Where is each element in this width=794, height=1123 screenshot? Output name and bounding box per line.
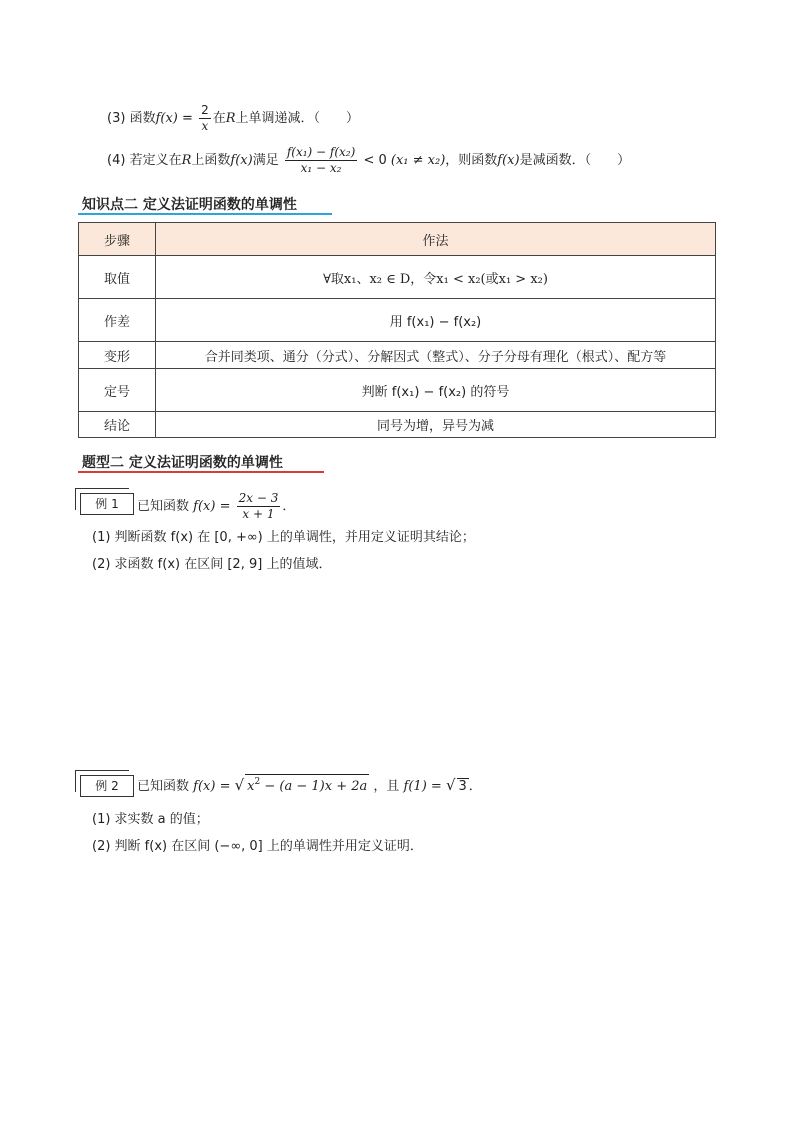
knowledge-point-title: 知识点二 定义法证明函数的单调性 [82, 197, 297, 213]
example-1-part-2: (2) 求函数 f(x) 在区间 [2, 9] 上的值域． [92, 557, 332, 572]
step-cell: 取值 [79, 256, 156, 299]
method-cell: 合并同类项、通分（分式）、分解因式（整式）、分子分母有理化（根式）、配方等 [156, 342, 716, 369]
condition: (x₁ ≠ x₂) [390, 153, 446, 168]
fraction-denominator: x [201, 119, 209, 133]
fraction-denominator: x₁ − x₂ [300, 161, 342, 175]
table-row [79, 256, 716, 299]
stem-end: ． [468, 779, 482, 794]
radicand-rest: − (a − 1)x + 2a [260, 779, 368, 794]
stem-text: ，且 [373, 779, 400, 794]
stem-text: 已知函数 [137, 499, 190, 514]
question-type-title: 题型二 定义法证明函数的单调性 [82, 455, 283, 471]
question-text: ，则函数 [445, 153, 498, 168]
sqrt-icon: √ [445, 776, 456, 794]
step-cell: 定号 [79, 369, 156, 412]
header-method: 作法 [156, 223, 716, 256]
method-cell: 用 f(x₁) − f(x₂) [156, 299, 716, 342]
question-4 [107, 145, 630, 176]
steps-table [78, 222, 716, 438]
example-2-part-1: (1) 求实数 a 的值； [92, 812, 209, 827]
example-2-label: 例 2 [80, 775, 134, 797]
question-3 [107, 103, 359, 134]
sqrt-3: 3 [458, 779, 467, 794]
question-text: 上单调递减．（ ） [235, 111, 360, 126]
method-cell: 同号为增，异号为减 [156, 412, 716, 438]
title-underline [78, 471, 324, 473]
radicand-x: x [247, 779, 255, 794]
method-cell: 判断 f(x₁) − f(x₂) 的符号 [156, 369, 716, 412]
fraction-denominator: x + 1 [242, 507, 275, 521]
fraction-numerator: 2x − 3 [238, 491, 279, 505]
question-number: (3) [107, 111, 126, 126]
function-fx: f(x) [497, 153, 520, 168]
header-step: 步骤 [79, 223, 156, 256]
set-R: R [225, 111, 236, 126]
function-fx: f(x) [155, 111, 178, 126]
fraction-2-over-x [199, 103, 211, 134]
question-text: 在 [212, 111, 226, 126]
set-R: R [181, 153, 192, 168]
stem-text: 已知函数 [137, 779, 190, 794]
title-underline [78, 213, 332, 215]
table-row [79, 342, 716, 369]
equals-sign: = [182, 111, 193, 126]
table-header-row [79, 223, 716, 256]
method-cell: ∀取x₁、x₂ ∈ D，令x₁ < x₂(或x₁ > x₂) [156, 256, 716, 299]
less-than-zero: < 0 [363, 153, 387, 168]
step-cell: 作差 [79, 299, 156, 342]
table-row [79, 299, 716, 342]
question-text: 上函数 [191, 153, 231, 168]
example-1-part-1: (1) 判断函数 f(x) 在 [0, +∞) 上的单调性，并用定义证明其结论； [92, 530, 475, 545]
table-row [79, 412, 716, 438]
function-fx: f(x) = [193, 779, 231, 794]
example-2-stem [137, 774, 482, 797]
function-fx: f(x) = [193, 499, 231, 514]
step-cell: 变形 [79, 342, 156, 369]
example-1-label: 例 1 [80, 493, 134, 515]
sqrt-icon: √ [234, 776, 245, 794]
difference-quotient [285, 145, 357, 176]
example-1-stem [137, 491, 295, 522]
fraction-numerator: f(x₁) − f(x₂) [286, 145, 356, 159]
table-row [79, 369, 716, 412]
question-text: 若定义在 [129, 153, 182, 168]
question-number: (4) [107, 153, 126, 168]
exponent: 2 [254, 777, 261, 787]
radicand [245, 774, 369, 794]
stem-end: ． [282, 499, 296, 514]
fraction-numerator: 2 [201, 103, 209, 117]
question-text: 满足 [252, 153, 279, 168]
example-2-part-2: (2) 判断 f(x) 在区间 (−∞, 0] 上的单调性并用定义证明． [92, 839, 423, 854]
fraction-expression [237, 491, 281, 522]
question-text: 函数 [129, 111, 156, 126]
f-of-1: f(1) = [403, 779, 442, 794]
step-cell: 结论 [79, 412, 156, 438]
question-text: 是减函数．（ ） [519, 153, 631, 168]
function-fx: f(x) [230, 153, 253, 168]
